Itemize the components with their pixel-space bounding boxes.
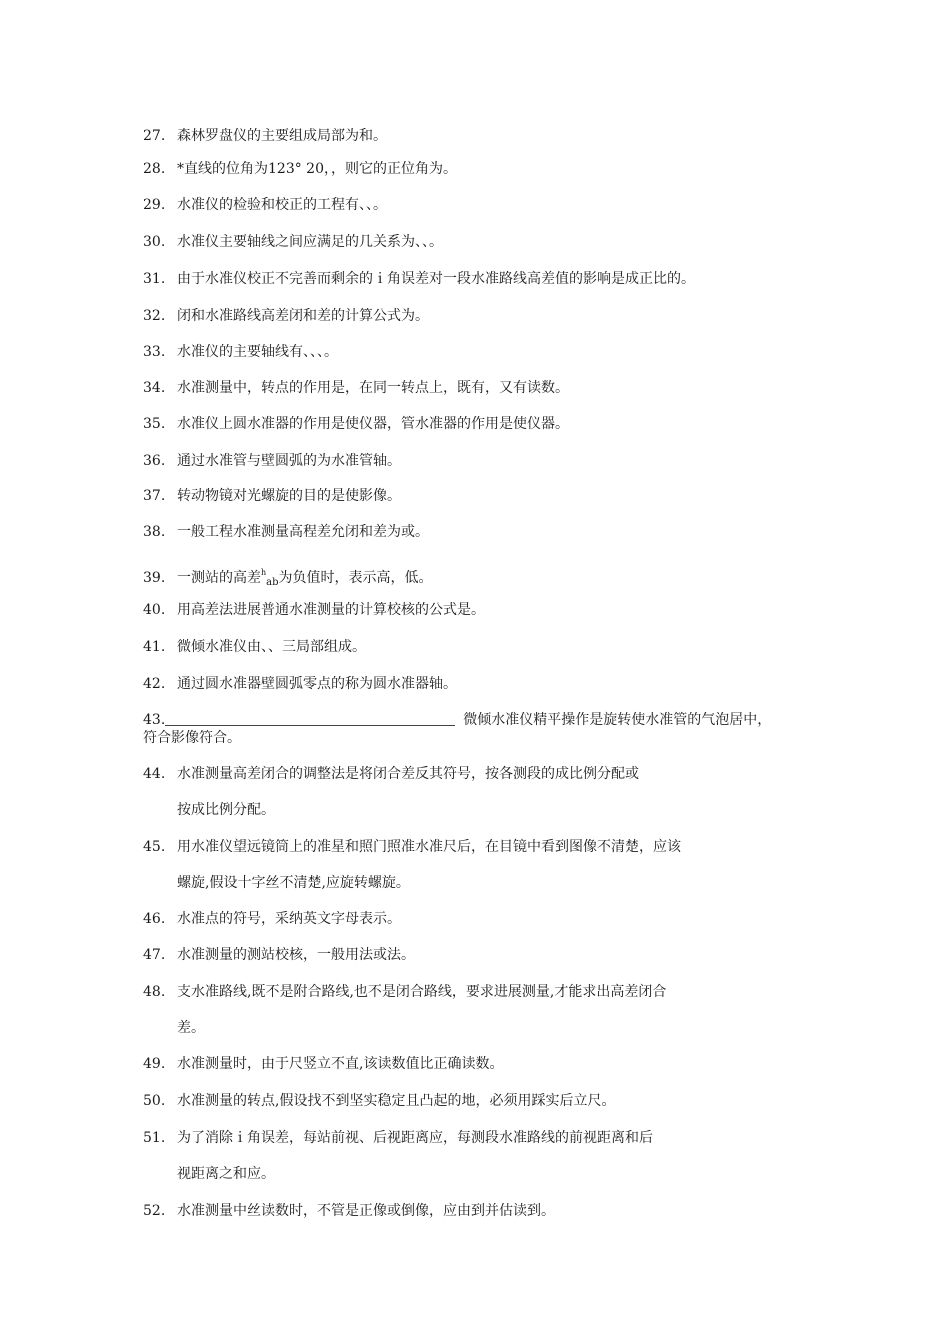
question-41: [143, 638, 823, 656]
question-37: [143, 487, 823, 505]
question-text: 水准测量时，由于尺竖立不直,该读数值比正确读数。: [177, 1056, 504, 1072]
question-38: [143, 523, 823, 541]
question-text: 用水准仪望远镜筒上的准星和照门照准水准尺后，在目镜中看到图像不清楚，应该: [177, 839, 681, 855]
question-text: 闭和水准路线高差闭和差的计算公式为。: [177, 308, 429, 324]
question-text: 水准点的符号，采纳英文字母表示。: [177, 911, 401, 927]
question-number: 32.: [143, 308, 166, 324]
question-42: [143, 675, 823, 693]
question-text: 水准仪主要轴线之间应满足的几关系为、、。: [177, 234, 443, 250]
question-number: 37.: [143, 488, 166, 504]
question-text-a: 一测站的高差: [177, 570, 261, 586]
question-34: [143, 379, 823, 397]
question-number: 42.: [143, 676, 166, 692]
question-text-a: 微倾水准仪精平操作是旋转使水准管的气泡居中，: [463, 712, 772, 728]
question-46: [143, 910, 823, 928]
question-text: 水准仪的检验和校正的工程有、、。: [177, 197, 387, 213]
question-number: 29.: [143, 197, 166, 213]
question-number: 46.: [143, 911, 166, 927]
question-51: [143, 1129, 823, 1147]
question-49: [143, 1055, 823, 1073]
question-50: [143, 1092, 823, 1110]
question-text: 通过水准管与壁圆弧的为水准管轴。: [177, 453, 401, 469]
question-48: [143, 983, 823, 1001]
question-number: 45.: [143, 839, 166, 855]
question-text: 水准测量的转点,假设找不到坚实稳定且凸起的地，必须用踩实后立尺。: [177, 1093, 616, 1109]
question-35: [143, 415, 823, 433]
question-number: 31.: [143, 271, 166, 287]
question-text: 一般工程水准测量高程差允闭和差为或。: [177, 524, 429, 540]
question-number: 36.: [143, 453, 166, 469]
question-43: [143, 711, 833, 747]
question-number: 30.: [143, 234, 166, 250]
question-44-continuation: 按成比例分配。: [177, 802, 275, 818]
question-47: [143, 946, 823, 964]
question-51-continuation: 视距离之和应。: [177, 1166, 275, 1182]
question-text: 水准测量的测站校核，一般用法或法。: [177, 947, 415, 963]
question-number: 49.: [143, 1056, 166, 1072]
question-44: [143, 765, 823, 783]
question-48-continuation: 差。: [177, 1020, 205, 1036]
question-text: 转动物镜对光螺旋的目的是使影像。: [177, 488, 401, 504]
height-diff-subscript: ab: [266, 577, 279, 588]
question-number: 50.: [143, 1093, 166, 1109]
question-text: *直线的位角为123° 20，，则它的正位角为。: [177, 161, 457, 177]
question-text: 水准仪的主要轴线有、、、。: [177, 344, 338, 360]
question-32: [143, 307, 823, 325]
question-text: 水准测量中，转点的作用是，在同一转点上，既有，又有读数。: [177, 380, 569, 396]
question-number: 34.: [143, 380, 166, 396]
question-27: [143, 127, 823, 145]
question-number: 40.: [143, 602, 166, 618]
question-33: [143, 343, 823, 361]
question-text: 支水准路线,既不是附合路线,也不是闭合路线，要求进展测量,才能求出高差闭合: [177, 984, 667, 1000]
question-text: 由于水准仪校正不完善而剩余的ｉ角误差对一段水准路线高差值的影响是成正比的。: [177, 271, 695, 287]
question-52: [143, 1202, 823, 1220]
question-text: 水准测量中丝读数时，不管是正像或倒像，应由到并估读到。: [177, 1203, 555, 1219]
question-45: [143, 838, 823, 856]
question-number: 51.: [143, 1130, 166, 1146]
question-29: [143, 196, 823, 214]
question-text-b: 符合影像符合。: [143, 730, 241, 746]
question-text: 通过圆水准器壁圆弧零点的称为圆水准器轴。: [177, 676, 457, 692]
height-diff-symbol: h: [261, 568, 267, 577]
question-number: 47.: [143, 947, 166, 963]
question-30: [143, 233, 823, 251]
question-text: 水准测量高差闭合的调整法是将闭合差反其符号，按各测段的成比例分配或: [177, 766, 639, 782]
question-number: 35.: [143, 416, 166, 432]
question-text: 为了消除ｉ角误差，每站前视、后视距离应，每测段水准路线的前视距离和后: [177, 1130, 653, 1146]
question-number: 39.: [143, 570, 166, 586]
question-number: 48.: [143, 984, 166, 1000]
question-text-b: 为负值时，表示高，低。: [278, 570, 433, 586]
answer-blank: [165, 711, 455, 726]
question-36: [143, 452, 823, 470]
question-text: 水准仪上圆水准器的作用是使仪器，管水准器的作用是使仪器。: [177, 416, 569, 432]
question-number: 33.: [143, 344, 166, 360]
question-28: [143, 160, 823, 178]
question-number: 27.: [143, 128, 166, 144]
question-text: 微倾水准仪由、、三局部组成。: [177, 639, 366, 655]
question-text: 用高差法进展普通水准测量的计算校核的公式是。: [177, 602, 485, 618]
question-39: [143, 564, 823, 592]
question-number: 38.: [143, 524, 166, 540]
question-number: 44.: [143, 766, 166, 782]
question-number: 43.: [143, 712, 166, 728]
question-40: [143, 601, 823, 619]
question-number: 28.: [143, 161, 166, 177]
question-text: 森林罗盘仪的主要组成局部为和。: [177, 128, 387, 144]
question-number: 52.: [143, 1203, 166, 1219]
question-45-continuation: 螺旋,假设十字丝不清楚,应旋转螺旋。: [177, 875, 410, 891]
question-number: 41.: [143, 639, 166, 655]
question-31: [143, 270, 823, 288]
